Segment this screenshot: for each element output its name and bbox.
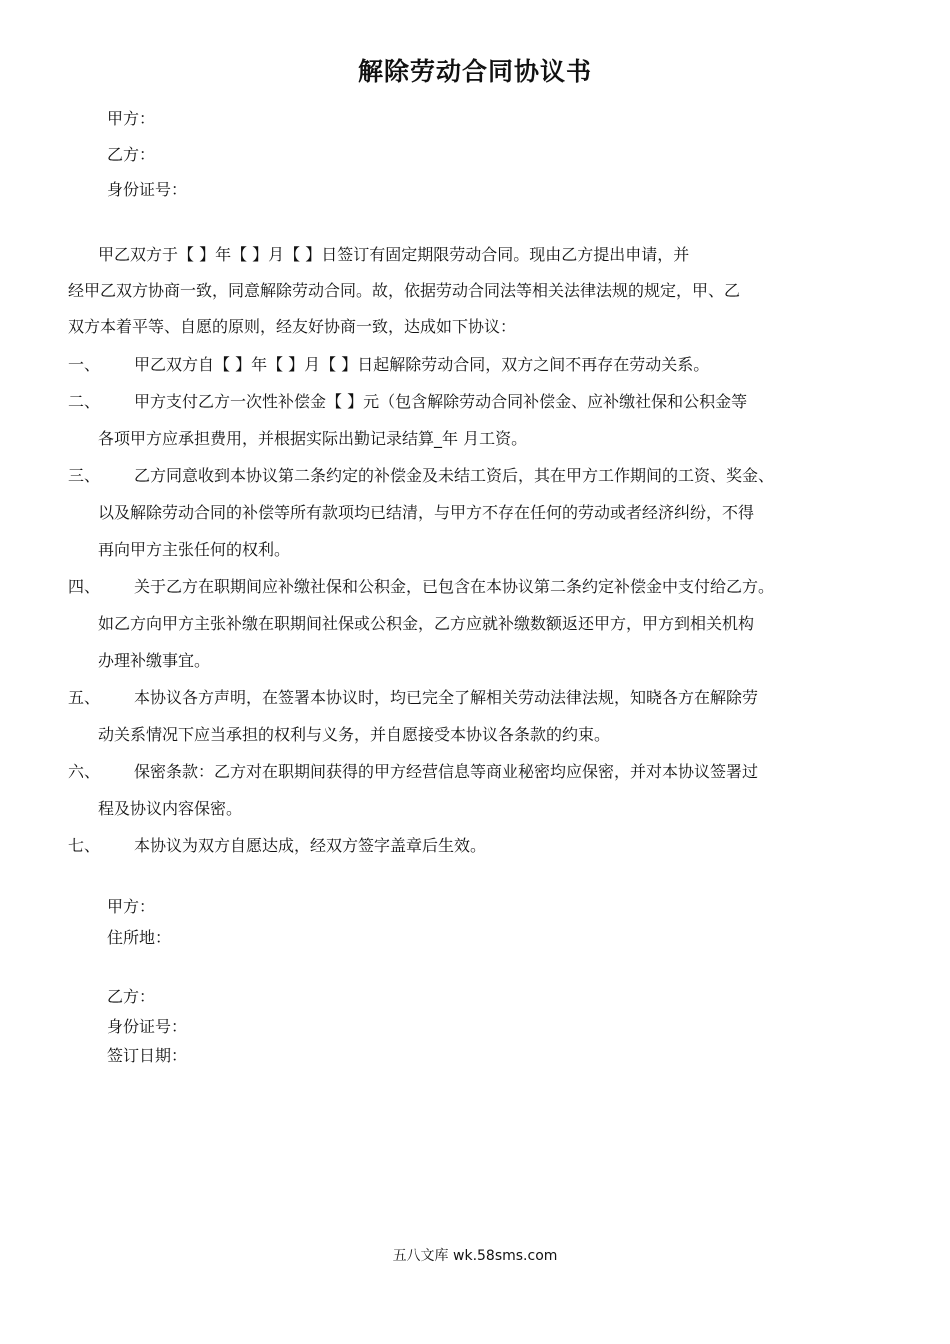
clause-1 xyxy=(68,346,898,383)
document-title: 解除劳动合同协议书 xyxy=(357,57,592,86)
intro-line: 双方本着平等、自愿的原则，经友好协商一致，达成如下协议： xyxy=(68,317,517,336)
header-party-b-label: 乙方： xyxy=(107,145,156,164)
clause-number: 三、 xyxy=(68,466,101,485)
intro-line: 经甲乙双方协商一致，同意解除劳动合同。故，依据劳动合同法等相关法律法规的规定，甲、乙 xyxy=(68,281,741,300)
signature-address-label: 住所地： xyxy=(107,928,172,947)
clause-text: 再向甲方主张任何的权利。 xyxy=(98,540,291,559)
clause-7 xyxy=(68,827,898,864)
clause-3 xyxy=(68,457,898,568)
clause-text: 以及解除劳动合同的补偿等所有款项均已结清，与甲方不存在任何的劳动或者经济纠纷，不得 xyxy=(98,503,755,522)
signature-party-b-label: 乙方： xyxy=(107,987,156,1006)
footer-watermark: 五八文库 wk.58sms.com xyxy=(392,1248,558,1264)
header-id-number-label: 身份证号： xyxy=(107,180,188,199)
clause-6 xyxy=(68,753,898,827)
clause-number: 六、 xyxy=(68,762,101,781)
clause-number: 五、 xyxy=(68,688,101,707)
clause-text: 关于乙方在职期间应补缴社保和公积金，已包含在本协议第二条约定补偿金中支付给乙方。 xyxy=(134,577,775,596)
clause-list xyxy=(68,346,898,864)
clause-text: 甲乙双方自【 】年【 】月【 】日起解除劳动合同，双方之间不再存在劳动关系。 xyxy=(134,355,710,374)
signature-date-label: 签订日期： xyxy=(107,1046,188,1065)
clause-text: 如乙方向甲方主张补缴在职期间社保或公积金，乙方应就补缴数额返还甲方，甲方到相关机构 xyxy=(98,614,755,633)
clause-text: 甲方支付乙方一次性补偿金【 】元（包含解除劳动合同补偿金、应补缴社保和公积金等 xyxy=(134,392,748,411)
clause-text: 动关系情况下应当承担的权利与义务，并自愿接受本协议各条款的约束。 xyxy=(98,725,611,744)
clause-number: 七、 xyxy=(68,836,101,855)
clause-text: 本协议各方声明，在签署本协议时，均已完全了解相关劳动法律法规，知晓各方在解除劳 xyxy=(134,688,759,707)
clause-text: 乙方同意收到本协议第二条约定的补偿金及未结工资后，其在甲方工作期间的工资、奖金、 xyxy=(134,466,775,485)
clause-text: 本协议为双方自愿达成，经双方签字盖章后生效。 xyxy=(134,836,487,855)
signature-party-a-label: 甲方： xyxy=(107,897,156,916)
clause-text: 各项甲方应承担费用，并根据实际出勤记录结算_年 月工资。 xyxy=(98,429,528,448)
clause-number: 四、 xyxy=(68,577,101,596)
clause-text: 保密条款：乙方对在职期间获得的甲方经营信息等商业秘密均应保密，并对本协议签署过 xyxy=(134,762,759,781)
clause-text: 程及协议内容保密。 xyxy=(98,799,243,818)
clause-number: 二、 xyxy=(68,392,101,411)
clause-5 xyxy=(68,679,898,753)
clause-text: 办理补缴事宜。 xyxy=(98,651,211,670)
clause-4 xyxy=(68,568,898,679)
header-party-a-label: 甲方： xyxy=(107,109,156,128)
clause-number: 一、 xyxy=(68,355,101,374)
clause-2 xyxy=(68,383,898,457)
intro-paragraph xyxy=(68,237,918,345)
signature-id-number-label: 身份证号： xyxy=(107,1017,188,1036)
intro-line: 甲乙双方于【 】年【 】月【 】日签订有固定期限劳动合同。现由乙方提出申请，并 xyxy=(98,245,690,264)
